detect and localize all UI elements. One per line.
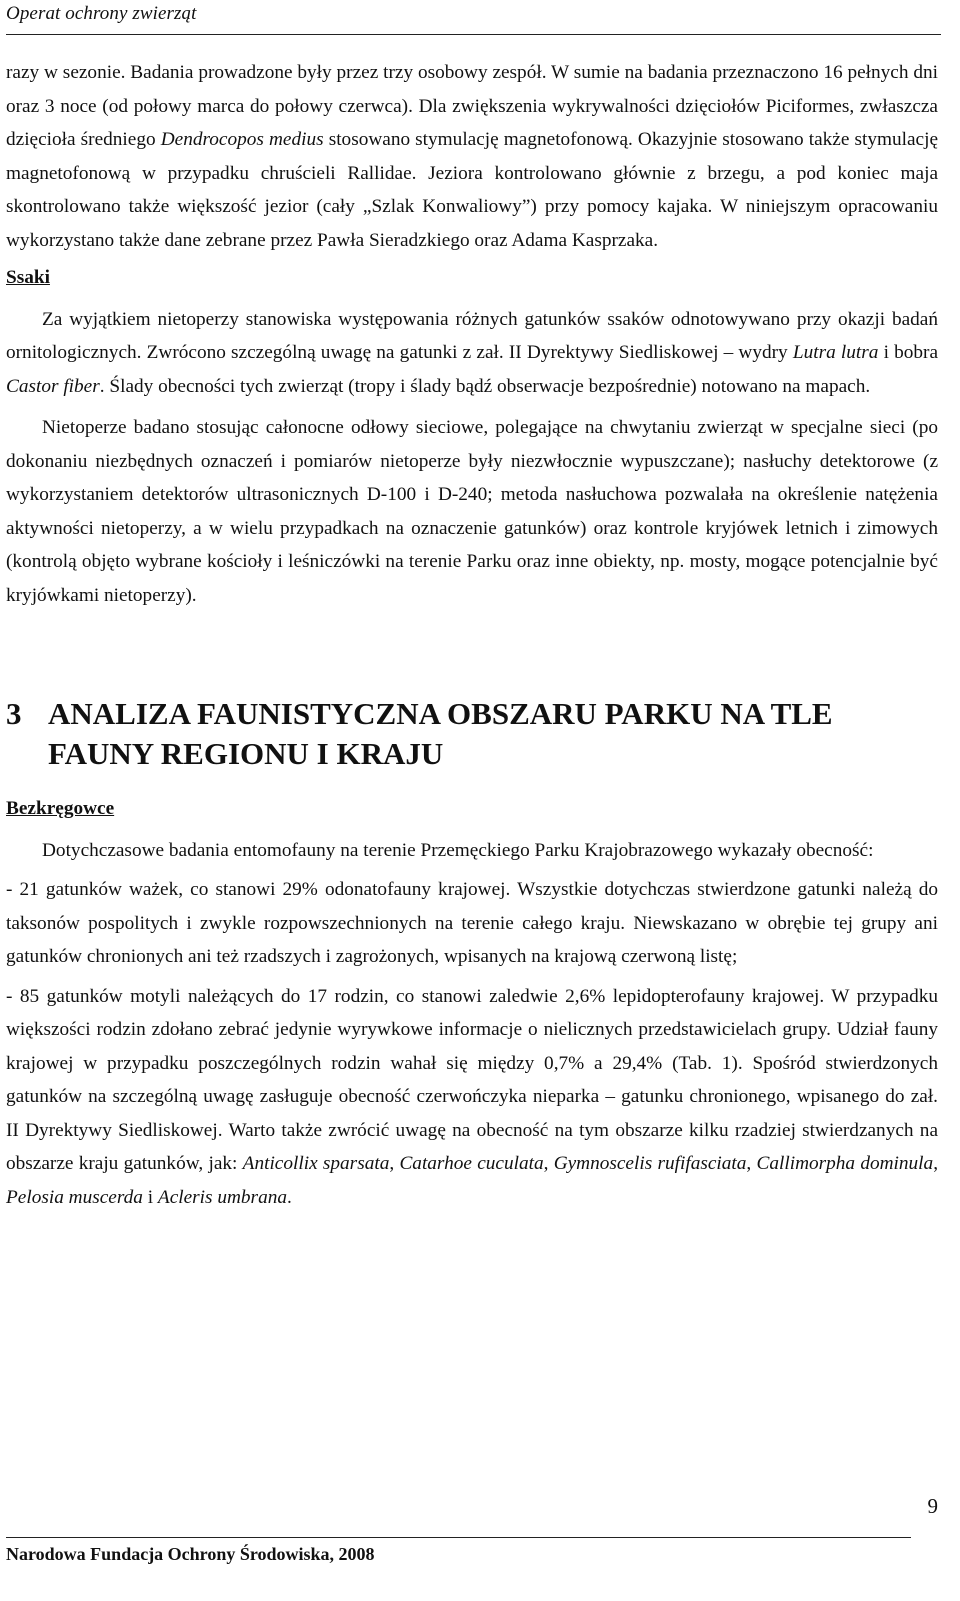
text-run: i <box>142 1186 158 1208</box>
paragraph-bats: Nietoperze badano stosując całonocne odłowy sieciowe, polegające na chwytaniu zwierząt w specjalne sieci (po dokonaniu niezbędnych oznaczeń i pomiarów nietoperze były niezwłocznie wypuszczane); nasłuchy detektorowe (z wykorzystaniem detektorów ultrasonicznych D-100 i D-240; metoda nasłuchowa pozwalała na określenie natężenia aktywności nietoperzy, a w wielu przypadkach na oznaczenie gatunków) oraz kontrole kryjówek letnich i zimowych (kontrolą objęto wybrane kościoły i leśniczówki na terenie Parku oraz inne obiekty, np. mosty, mogące potencjalnie być kryjówkami nietoperzy). <box>6 417 938 606</box>
section-heading-ssaki: Ssaki <box>6 267 50 288</box>
latin-name: Gymnoscelis rufifasciata <box>553 1153 747 1174</box>
chapter-number: 3 <box>6 696 22 731</box>
chapter-title: ANALIZA FAUNISTYCZNA OBSZARU PARKU NA TLE FAUNY REGIONU I KRAJU <box>48 696 833 771</box>
footer-text: Narodowa Fundacja Ochrony Środowiska, 2008 <box>6 1544 375 1564</box>
text-run: . <box>287 1186 292 1208</box>
text-run: , <box>746 1153 757 1174</box>
text-run: , <box>933 1153 939 1174</box>
page-footer <box>6 1537 911 1564</box>
header-title: Operat ochrony zwierząt <box>6 3 197 24</box>
latin-name: Castor fiber <box>6 375 100 397</box>
text-run: . Ślady obecności tych zwierząt (tropy i ślady bądź obserwacje bezpośrednie) notowano na mapach. <box>99 375 871 397</box>
text-run: i bobra <box>878 342 939 363</box>
section-heading-bezkregowce: Bezkręgowce <box>6 798 115 819</box>
text-run: - 85 gatunków motyli należących do 17 rodzin, co stanowi zaledwie 2,6% lepidopterofauny krajowej. W przypadku większości rodzin zdołano zebrać jedynie wyrywkowe informacje o nielicznych przedstawicielach grupy. Udział fauny krajowej w przypadku poszczególnych rodzin wahał się między 0,7% a 29,4% (Tab. 1). Spośród stwierdzonych gatunków na szczególną uwagę zasługuje obecność czerwończyka nieparka – gatunku chronionego, wpisanego do zał. II Dyrektywy Siedliskowej. Warto także zwrócić uwagę na obecność na tym obszarze kilku rzadziej stwierdzanych na obszarze kraju gatunków, jak: <box>6 985 938 1174</box>
latin-name: Callimorpha dominula <box>756 1153 934 1174</box>
paragraph-mammals <box>6 303 938 404</box>
document-body <box>6 56 938 1214</box>
latin-name: Catarhoe cuculata <box>399 1153 544 1174</box>
latin-name: Acleris umbrana <box>157 1186 287 1208</box>
chapter-heading <box>6 694 938 774</box>
page-header <box>6 0 941 35</box>
text-run: stosowano stymulację magnetofonową. Okazyjnie stosowano także stymulację magnetofonową w przypadku chruścieli Rallidae. Jeziora kontrolowano głównie z brzegu, a pod koniec maja skontrolowano także większość jezior (cały „Szlak Konwaliowy”) przy pomocy kajaka. W niniejszym opracowaniu wykorzystano także dane zebrane przez Pawła Sieradzkiego oraz Adama Kasprzaka. <box>6 129 939 251</box>
paragraph-butterflies <box>6 980 938 1215</box>
paragraph-dragonflies: - 21 gatunków ważek, co stanowi 29% odonatofauny krajowej. Wszystkie dotychczas stwierdzone gatunki należą do taksonów pospolitych i zwykle rozpowszechnionych na terenie całego kraju. Niewskazano w obrębie tej grupy ani gatunków chronionych ani też rzadszych i zagrożonych, wpisanych na krajową czerwoną listę; <box>6 879 938 967</box>
paragraph-methods <box>6 56 938 257</box>
paragraph-entomofauna: Dotychczasowe badania entomofauny na terenie Przemęckiego Parku Krajobrazowego wykazały obecność: <box>42 839 874 861</box>
latin-name: Pelosia muscerda <box>6 1186 143 1208</box>
text-run: , <box>389 1153 400 1174</box>
text-run: razy w sezonie. Badania prowadzone były przez trzy osobowy zespół. W sumie na badania przeznaczono 16 pełnych dni oraz 3 noce (od połowy marca do połowy czerwca). Dla zwiększenia wykrywalności dzięciołów Piciformes, zwłaszcza dzięcioła średniego <box>6 62 938 150</box>
page-number: 9 <box>927 1494 938 1518</box>
text-run: , <box>543 1153 554 1174</box>
text-run: Za wyjątkiem nietoperzy stanowiska występowania różnych gatunków ssaków odnotowywano przy okazji badań ornitologicznych. Zwrócono szczególną uwagę na gatunki z zał. II Dyrektywy Siedliskowej – wydry <box>6 308 938 363</box>
latin-name: Lutra lutra <box>792 342 879 363</box>
latin-name: Dendrocopos medius <box>160 129 324 150</box>
latin-name: Anticollix sparsata <box>242 1153 390 1174</box>
